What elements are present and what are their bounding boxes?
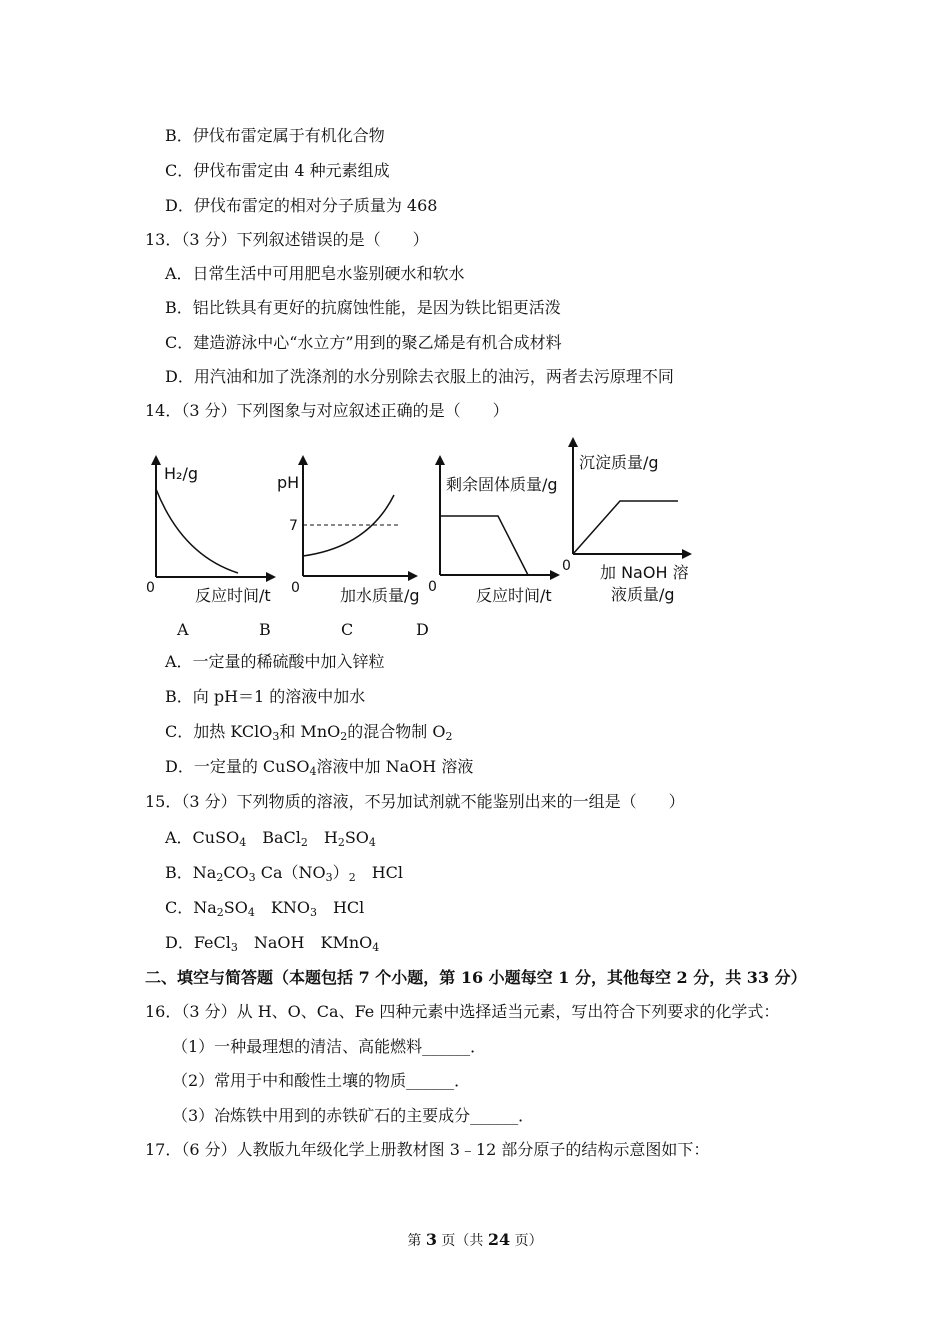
graph-letter-a: A — [177, 620, 189, 639]
graph-c-ylabel: 剩余固体质量/g — [446, 475, 558, 494]
graph-c-curve — [440, 516, 528, 575]
graph-letter-d: D — [416, 620, 429, 639]
q14-option-c: C．加热 KClO$_3$和 MnO$_2$的混合物制 $O_2$ — [165, 722, 453, 743]
q15-option-d: D．FeCl$_3$ NaOH KMnO$_4$ — [165, 933, 380, 954]
graph-d — [560, 437, 695, 607]
graph-d-y-arrow — [568, 437, 578, 447]
q16-stem: 16．（3 分）从 H、O、Ca、Fe 四种元素中选择适当元素，写出符合下列要求的化学式： — [145, 1002, 780, 1021]
graph-a-origin: 0 — [146, 580, 155, 596]
graph-d-curve — [573, 501, 678, 554]
graph-b-x-arrow — [408, 571, 418, 581]
graph-d-ylabel: 沉淀质量/g — [579, 453, 659, 472]
graph-b-y-arrow — [298, 455, 308, 465]
graph-b — [277, 455, 423, 610]
q13-option-b: B．铝比铁具有更好的抗腐蚀性能，是因为铁比铝更活泼 — [165, 298, 561, 317]
q13-stem: 13．（3 分）下列叙述错误的是（ ） — [145, 230, 429, 249]
graph-c-origin: 0 — [428, 579, 437, 595]
graph-d-xlabel-line2: 液质量/g — [611, 585, 675, 604]
q13-option-d: D．用汽油和加了洗涤剂的水分别除去衣服上的油污，两者去污原理不同 — [165, 367, 674, 386]
q12-option-d: D．伊伐布雷定的相对分子质量为 468 — [165, 196, 438, 215]
q15-option-b: B．$Na_2CO_3$ $Ca(NO_3)_2$ HCl — [165, 863, 404, 884]
graph-c-x-arrow — [550, 570, 560, 580]
graph-a-curve — [156, 489, 238, 573]
graph-a-xlabel: 反应时间/t — [195, 586, 271, 605]
graph-c-y-arrow — [435, 455, 445, 465]
graph-c-xlabel: 反应时间/t — [476, 586, 552, 605]
graph-b-ylabel: pH — [277, 473, 300, 492]
graph-d-x-arrow — [682, 549, 692, 559]
q16-part-1: （1）一种最理想的清洁、高能燃料______． — [172, 1037, 487, 1056]
q16-part-2: （2）常用于中和酸性土壤的物质______． — [172, 1071, 471, 1090]
graph-b-tick-7: 7 — [289, 518, 298, 534]
graph-a-ylabel: H₂/g — [164, 464, 198, 483]
q15-option-c: C．$Na_2SO_4$ $KNO_3$ HCl — [165, 898, 365, 919]
q13-option-a: A．日常生活中可用肥皂水鉴别硬水和软水 — [165, 264, 465, 283]
graph-letter-b: B — [259, 620, 271, 639]
graph-a-y-arrow — [151, 455, 161, 465]
page-footer: 第 3 页（共 24 页） — [407, 1230, 543, 1249]
section-2-heading: 二、填空与简答题（本题包括 7 个小题，第 16 小题每空 1 分，其他每空 2 分，共 33 分） — [145, 968, 807, 987]
q14-option-b: B．向 pH＝1 的溶液中加水 — [165, 687, 366, 706]
q13-option-c: C．建造游泳中心“水立方”用到的聚乙烯是有机合成材料 — [165, 333, 562, 352]
q16-part-3: （3）冶炼铁中用到的赤铁矿石的主要成分______． — [172, 1106, 535, 1125]
graph-b-origin: 0 — [291, 580, 300, 596]
graph-c — [428, 455, 563, 610]
graph-a — [142, 455, 277, 610]
graph-b-xlabel: 加水质量/g — [340, 586, 420, 605]
q14-stem: 14．（3 分）下列图象与对应叙述正确的是（ ） — [145, 401, 509, 420]
q17-stem: 17．（6 分）人教版九年级化学上册教材图 3﹣12 部分原子的结构示意图如下： — [145, 1140, 710, 1159]
graph-d-origin: 0 — [562, 558, 571, 574]
q14-option-d: D．一定量的 CuSO$_4$溶液中加 NaOH 溶液 — [165, 757, 474, 778]
q12-option-b: B．伊伐布雷定属于有机化合物 — [165, 126, 385, 145]
q12-option-c: C．伊伐布雷定由 4 种元素组成 — [165, 161, 390, 180]
graph-letter-c: C — [341, 620, 354, 639]
q15-option-a: A．CuSO$_4$ BaCl$_2$ $H_2SO_4$ — [165, 828, 376, 849]
q14-option-a: A．一定量的稀硫酸中加入锌粒 — [165, 652, 385, 671]
graph-a-x-arrow — [266, 572, 276, 582]
graph-d-xlabel-line1: 加 NaOH 溶 — [600, 563, 689, 582]
q15-stem: 15．（3 分）下列物质的溶液，不另加试剂就不能鉴别出来的一组是（ ） — [145, 792, 685, 811]
